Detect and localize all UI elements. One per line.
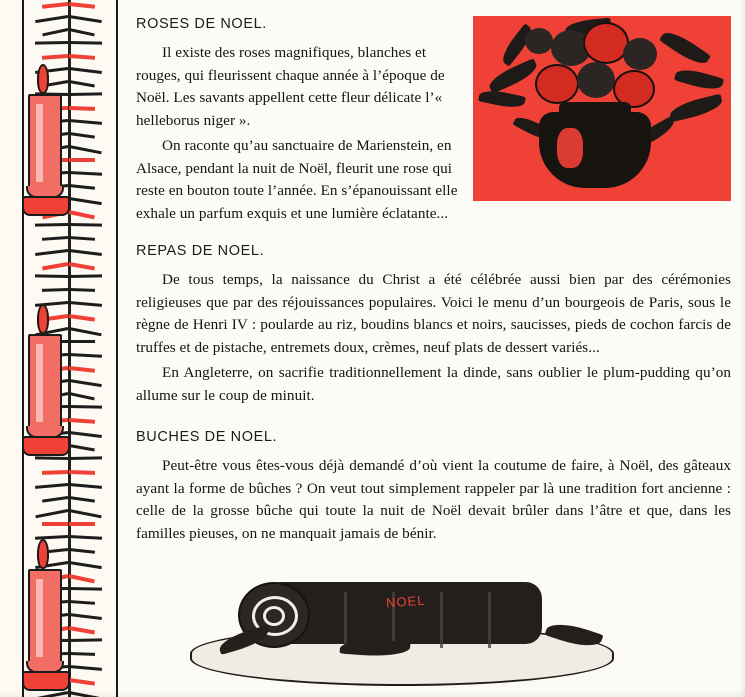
- fir-needle: [69, 456, 102, 460]
- candle-holder: [22, 671, 70, 691]
- section-heading: REPAS DE NOEL.: [136, 243, 265, 259]
- garland-stem: [68, 0, 71, 697]
- fir-needle: [35, 274, 68, 278]
- fir-needle: [69, 431, 102, 438]
- fir-needle: [35, 456, 68, 460]
- fir-needle: [69, 145, 102, 154]
- section-repas-de-noel: [136, 243, 731, 407]
- fir-needle: [69, 41, 102, 45]
- fir-needle: [69, 301, 102, 307]
- paragraph: De tous temps, la naissance du Christ a été célébrée aussi bien par des cérémonies religieuses que par des réjouissances populaires. Voici le menu d’un bourgeois de Paris, sous le règne de Henri IV : poularde au riz, boudins blancs et noirs, saucisses, pieds de cochon farcis de truffes et de pistache, entremets doux, crèmes, neuf plats de dessert variés...: [136, 271, 731, 356]
- fir-needle: [35, 249, 68, 256]
- candle-body: [28, 334, 62, 434]
- fir-needle: [42, 522, 68, 526]
- fir-needle: [69, 626, 95, 634]
- fir-needle: [69, 574, 95, 583]
- fir-needle: [69, 54, 95, 60]
- fir-needle: [69, 92, 102, 96]
- fir-needle: [69, 132, 95, 139]
- fir-needle: [69, 274, 102, 278]
- fir-needle: [69, 15, 102, 23]
- yule-log-illustration: [190, 574, 610, 692]
- fir-needle: [69, 392, 95, 400]
- fir-needle: [69, 379, 102, 387]
- fir-needle: [69, 535, 102, 540]
- fir-needle: [69, 288, 95, 292]
- fir-needle: [69, 418, 95, 424]
- fir-needle: [69, 249, 102, 256]
- fir-needle: [69, 184, 95, 190]
- fir-needle: [69, 80, 95, 87]
- fir-needle: [69, 444, 95, 451]
- vase: [539, 112, 651, 188]
- candle-body: [28, 569, 62, 669]
- fir-needle: [69, 106, 95, 111]
- fir-needle: [69, 561, 102, 569]
- flame-icon: [37, 64, 49, 94]
- fir-needle: [69, 522, 95, 526]
- fir-needle: [42, 54, 68, 60]
- paragraph: En Angleterre, on sacrifie traditionnellement la dinde, sans oublier le plum-pudding qu’on allume sur le coup de minuit.: [136, 364, 731, 404]
- roses-artwork: [473, 16, 731, 201]
- section-roses-de-noel: [136, 16, 731, 225]
- fir-needle: [69, 119, 102, 125]
- fir-needle: [69, 67, 102, 74]
- candle-holder: [22, 196, 70, 216]
- fir-needle: [42, 236, 68, 241]
- fir-needle: [69, 223, 102, 227]
- fir-needle: [69, 483, 102, 489]
- fir-needle: [69, 353, 102, 358]
- fir-needle: [69, 197, 102, 205]
- fir-needle: [42, 262, 68, 270]
- fir-needle: [69, 652, 95, 656]
- section-heading: BUCHES DE NOEL.: [136, 429, 278, 445]
- candle-holder: [22, 436, 70, 456]
- fir-needle: [69, 600, 95, 605]
- page-right-edge: [739, 0, 745, 697]
- page-bottom-edge: [0, 691, 745, 697]
- candle-body: [28, 94, 62, 194]
- paragraph: Il existe des roses magnifiques, blanches et rouges, qui fleurissent chaque année à l’époque de Noël. Les savants appellent cette fleur délicate l’« helleborus niger ».: [136, 44, 445, 129]
- roses-bouquet-illustration: [473, 16, 731, 201]
- fir-needle: [69, 496, 95, 503]
- fir-needle: [35, 483, 68, 489]
- fir-needle: [69, 262, 95, 270]
- flame-icon: [37, 539, 49, 569]
- fir-needle: [69, 314, 95, 322]
- paragraph: Peut-être vous êtes-vous déjà demandé d’où vient la coutume de faire, à Noël, des gâteaux ayant la forme de bûches ? On veut tout simplement rappeler par là une tradition fort ancienne : celle de la grosse bûche qui toute la nuit de Noël devait brûler dans l’âtre et que, dans les familles pieuses, on ne manquait jamais de bénir.: [136, 457, 731, 542]
- section-buches-de-noel: [136, 429, 731, 545]
- fir-needle: [42, 288, 68, 292]
- fir-needle: [42, 496, 68, 503]
- fir-needle: [69, 28, 95, 36]
- fir-needle: [69, 548, 95, 554]
- fir-needle: [69, 509, 102, 518]
- fir-needle: [69, 678, 95, 686]
- fir-needle: [69, 665, 102, 671]
- fir-needle: [69, 158, 95, 162]
- flame-icon: [37, 304, 49, 334]
- paragraph: On raconte qu’au sanctuaire de Marienstein, en Alsace, pendant la nuit de Noël, fleurit une rose qui reste en bouton toute l’année. En s’épanouissant elle exhale un parfum exquis et une lumière éclatante...: [136, 137, 458, 222]
- fir-needle: [69, 613, 102, 620]
- section-heading: ROSES DE NOEL.: [136, 16, 267, 32]
- fir-needle: [69, 405, 102, 409]
- fir-needle: [69, 587, 102, 591]
- fir-needle: [69, 236, 95, 241]
- fir-needle: [69, 340, 95, 343]
- fir-needle: [35, 509, 68, 518]
- fir-needle: [69, 366, 95, 373]
- fir-needle: [42, 28, 68, 36]
- fir-needle: [69, 327, 102, 336]
- log-inscription: NOEL: [385, 592, 426, 611]
- fir-needle: [35, 223, 68, 227]
- fir-needle: [35, 41, 68, 45]
- fir-needle: [69, 210, 95, 219]
- fir-needle: [35, 15, 68, 23]
- fir-needle: [69, 638, 102, 642]
- fir-needle: [69, 171, 102, 176]
- border-rule-outer: [22, 0, 24, 697]
- fir-needle: [42, 470, 68, 475]
- fir-needle: [42, 2, 68, 9]
- fir-garland-with-candles: [0, 0, 118, 697]
- fir-needle: [69, 2, 95, 9]
- fir-needle: [69, 470, 95, 475]
